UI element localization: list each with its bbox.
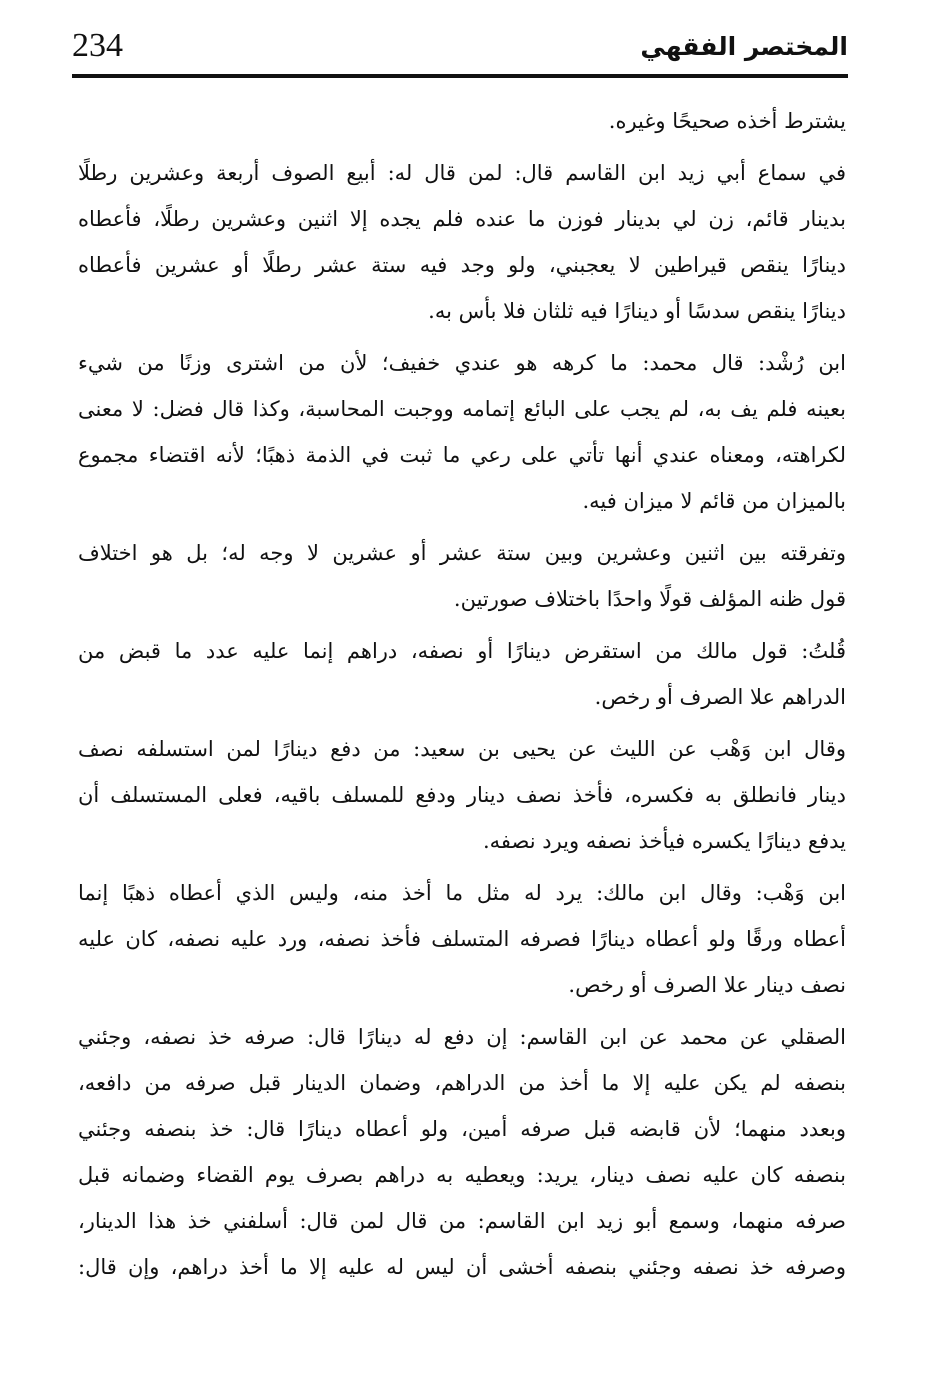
text-line: يشترط أخذه صحيحًا وغيره.	[608, 109, 846, 133]
text-line: أعطاه ورقًا ولو أعطاه دينارًا فصرفه المتسلف فأخذ نصفه، ورد عليه نصفه، كان عليه	[78, 927, 846, 951]
paragraph	[78, 530, 846, 622]
text-line: دينارًا ينقص قيراطين لا يعجبني، ولو وجد فيه ستة عشر رطلًا أو عشرين فأعطاه	[78, 253, 846, 277]
text-line: بنصفه لم يكن عليه إلا ما أخذ من الدراهم، وضمان الدينار قبل صرفه من دافعه،	[78, 1071, 846, 1095]
text-line: وقال ابن وَهْب عن الليث عن يحيى بن سعيد: من دفع دينارًا لمن استسلفه نصف	[78, 737, 846, 761]
text-line: قُلتُ: قول مالك من استقرض دينارًا أو نصفه، دراهم إنما عليه عدد ما قبض من	[78, 639, 846, 663]
paragraph	[78, 870, 846, 1008]
paragraph	[78, 150, 846, 334]
text-line: بدينار قائم، زن لي بدينار فوزن ما عنده فلم يجده إلا اثنين وعشرين رطلًا، فأعطاه	[78, 207, 846, 231]
text-line: بعينه فلم يف به، لم يجب على البائع إتمامه ووجبت المحاسبة، وكذا قال فضل: لا معنى	[78, 397, 846, 421]
text-line: دينارًا ينقص سدسًا أو دينارًا فيه ثلثان فلا بأس به.	[428, 299, 846, 323]
page-number: 234	[72, 27, 123, 64]
text-line: الدراهم علا الصرف أو رخص.	[594, 685, 846, 709]
text-line: وبعدد منهما؛ لأن قابضه قبل صرفه أمين، ولو أعطاه دينارًا قال: خذ بنصفه وجئني	[78, 1117, 846, 1141]
book-title: المختصر الفقهي	[640, 32, 848, 61]
paragraph	[78, 628, 846, 720]
text-line: وصرفه خذ نصفه وجئني بنصفه أخشى أن ليس له عليه إلا ما أخذ دراهم، وإن قال:	[78, 1255, 846, 1279]
text-line: ابن وَهْب: وقال ابن مالك: يرد له مثل ما أخذ منه، وليس الذي أعطاه ذهبًا إنما	[78, 881, 846, 905]
text-line: يدفع دينارًا يكسره فيأخذ نصفه ويرد نصفه.	[482, 829, 846, 853]
text-line: ابن رُشْد: قال محمد: ما كرهه هو عندي خفيف؛ لأن من اشترى وزنًا من شيء	[78, 351, 846, 375]
text-line: لكراهته، ومعناه عندي أنها تأتي على رعي ما ثبت في الذمة ذهبًا؛ لأنه اقتضاء مجموع	[78, 443, 846, 467]
text-line: صرفه منهما، وسمع أبو زيد ابن القاسم: من قال لمن قال: أسلفني خذ هذا الدينار،	[78, 1209, 846, 1233]
paragraph	[78, 340, 846, 524]
text-line: الصقلي عن محمد عن ابن القاسم: إن دفع له دينارًا قال: صرفه خذ نصفه، وجئني	[78, 1025, 846, 1049]
paragraph	[78, 1014, 846, 1290]
header-divider	[72, 74, 848, 78]
paragraph	[78, 726, 846, 864]
text-line: قول ظنه المؤلف قولًا واحدًا باختلاف صورتين.	[453, 587, 846, 611]
page-header	[72, 22, 848, 70]
text-line: وتفرقته بين اثنين وعشرين وبين ستة عشر أو عشرين لا وجه له؛ بل هو اختلاف	[78, 541, 846, 565]
text-line: بالميزان من قائم لا ميزان فيه.	[582, 489, 846, 513]
text-line: نصف دينار علا الصرف أو رخص.	[568, 973, 846, 997]
page-body	[78, 98, 846, 1290]
paragraph	[78, 98, 846, 144]
text-line: في سماع أبي زيد ابن القاسم قال: لمن قال له: أبيع الصوف أربعة وعشرين رطلًا	[78, 161, 846, 185]
text-line: دينار فانطلق به فكسره، فأخذ نصف دينار ودفع للمسلف باقيه، فعلى المستسلف أن	[78, 783, 846, 807]
text-line: بنصفه كان عليه نصف دينار، يريد: ويعطيه به دراهم بصرف يوم القضاء وضمانه قبل	[78, 1163, 846, 1187]
